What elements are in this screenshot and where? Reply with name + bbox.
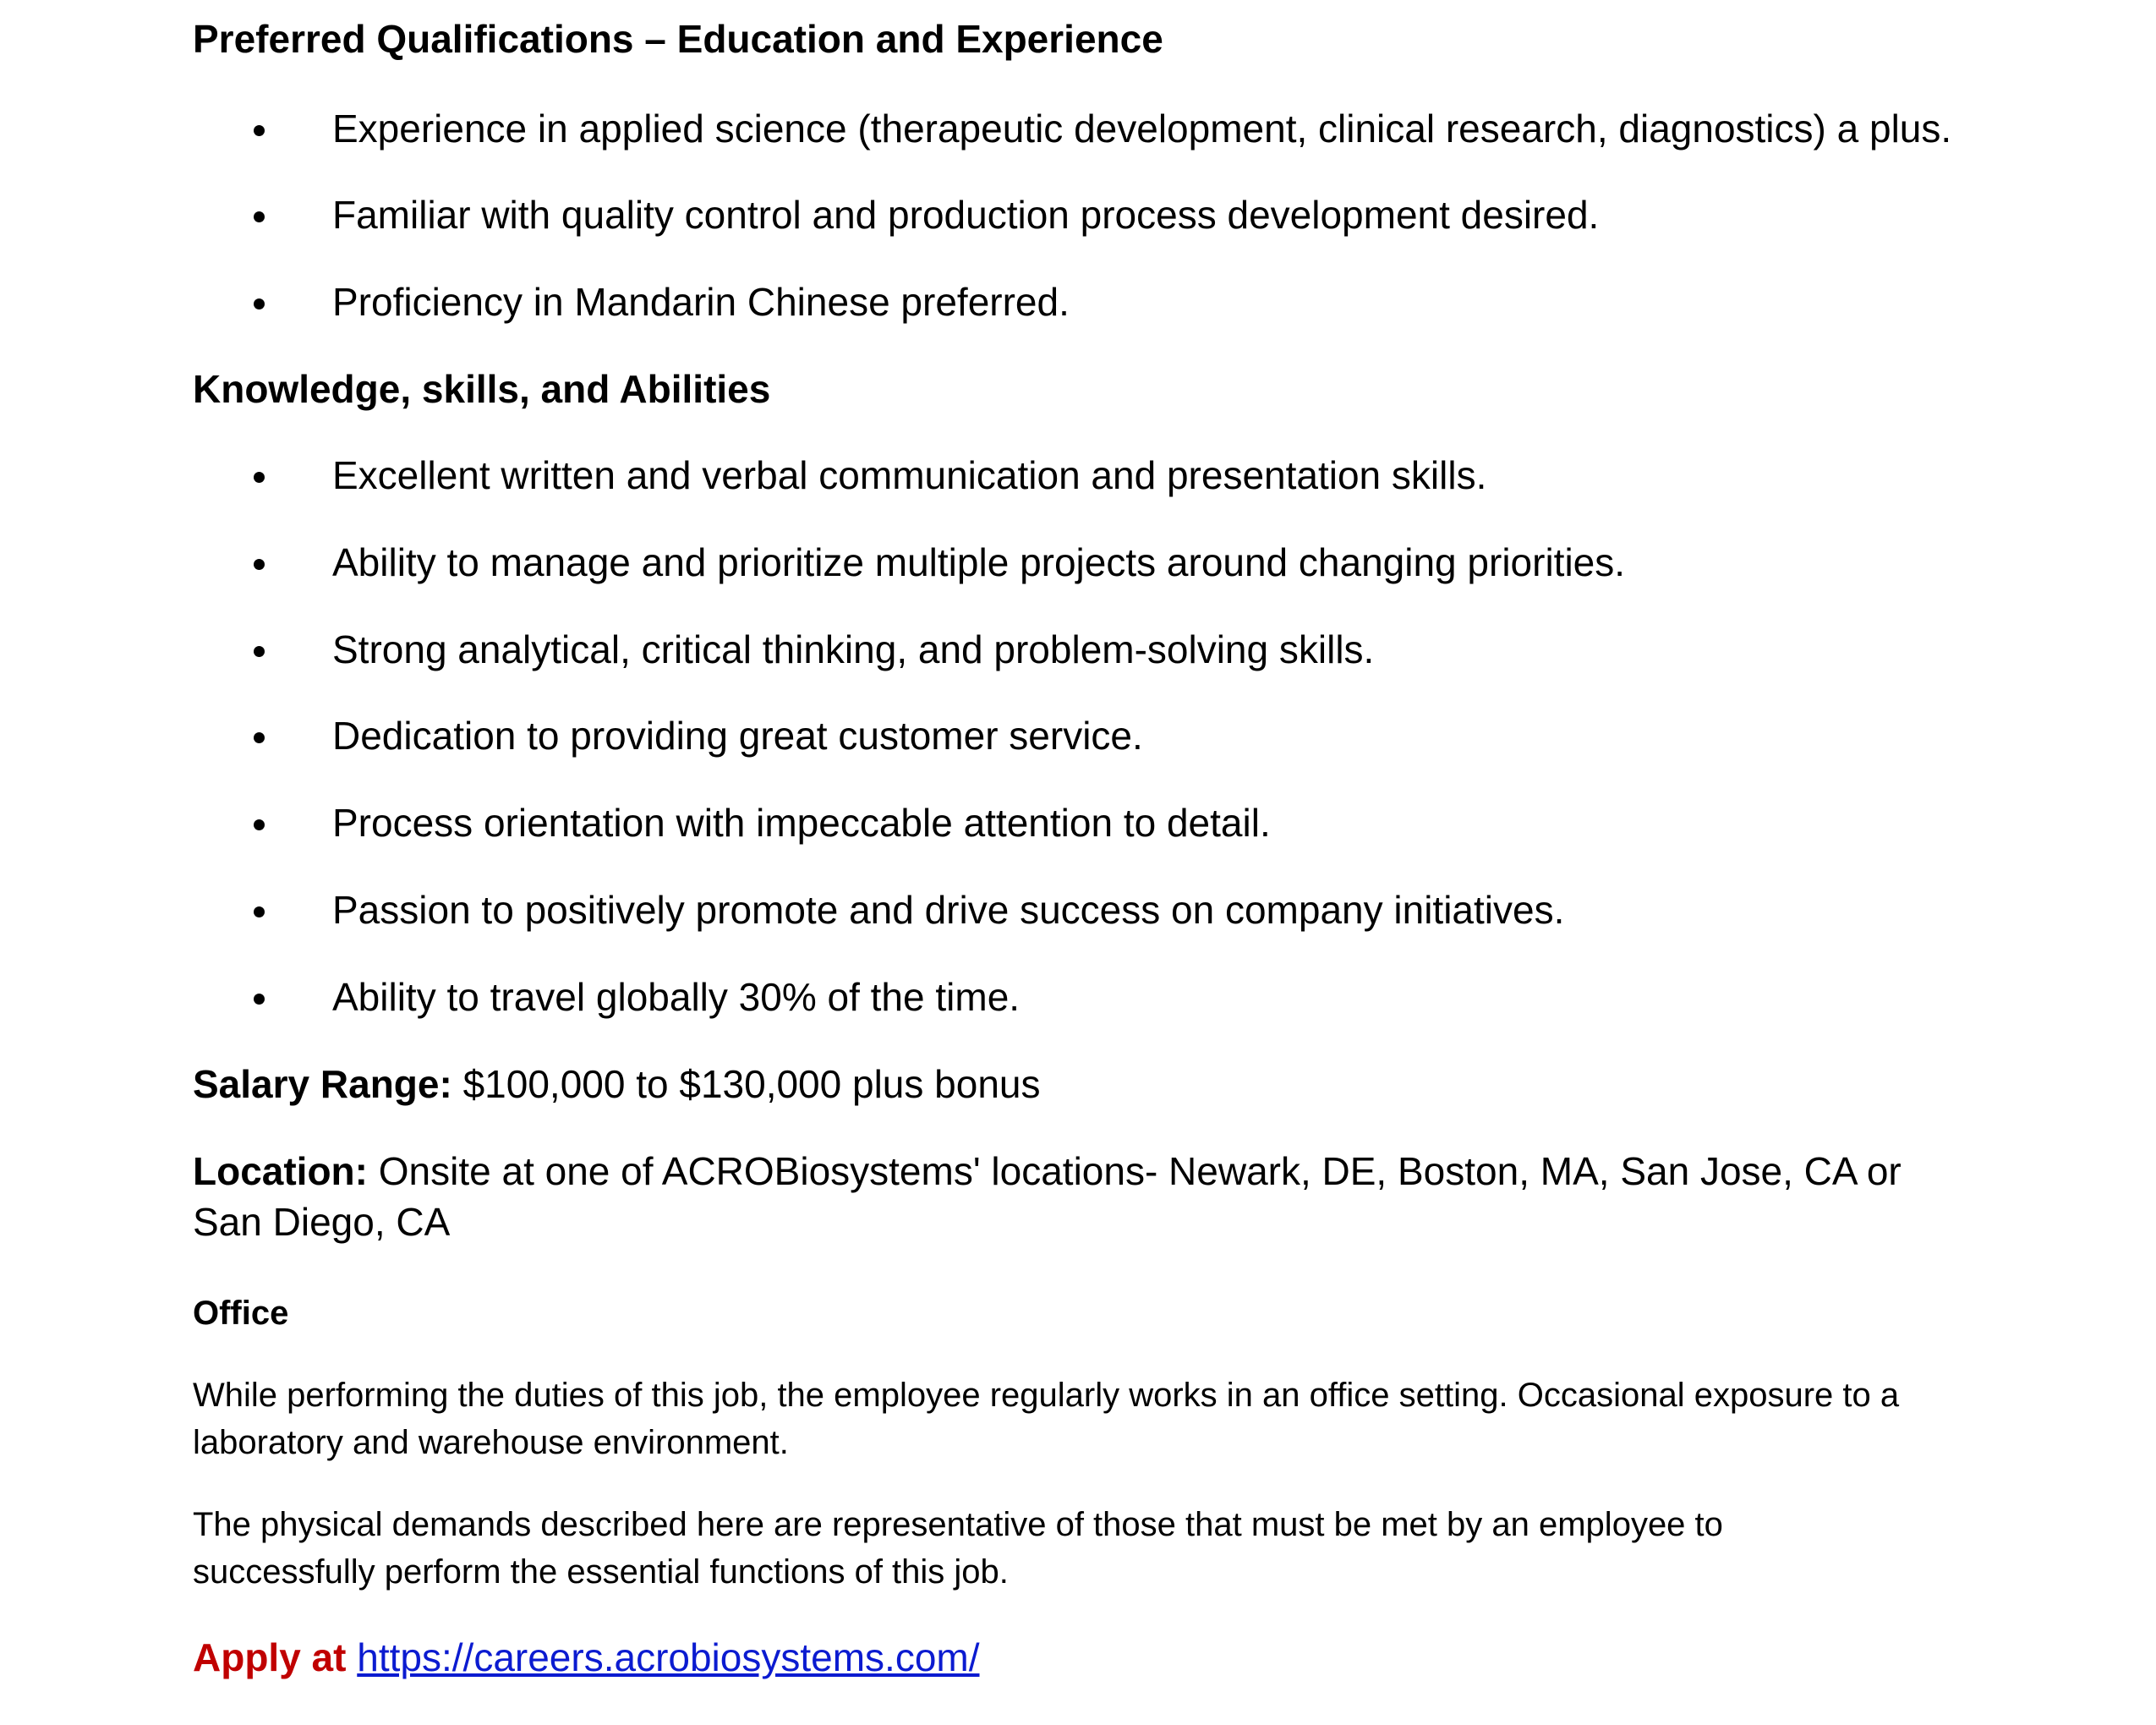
bullet-icon xyxy=(254,125,265,136)
ksa-heading: Knowledge, skills, and Abilities xyxy=(193,367,771,411)
office-heading: Office xyxy=(193,1295,289,1332)
bullet-icon xyxy=(254,298,265,309)
office-paragraph-1: While performing the duties of this job, the employee regularly works in an office setting. Occasional exposure to a laboratory and warehouse environment. xyxy=(193,1377,1900,1461)
bullet-icon xyxy=(254,819,265,830)
location-label: Location: xyxy=(193,1149,368,1193)
office-paragraph-2: The physical demands described here are representative of those that must be met by an employee to successfully perform the essential functions of this job. xyxy=(193,1506,1723,1591)
bullet-icon xyxy=(254,646,265,657)
bullet-icon xyxy=(254,994,265,1005)
bullet-icon xyxy=(254,472,265,483)
salary-range xyxy=(193,1059,1985,1109)
apply-label: Apply at xyxy=(193,1635,347,1679)
salary-value: $100,000 to $130,000 plus bonus xyxy=(451,1062,1041,1106)
bullet-icon xyxy=(254,559,265,570)
location-value: Onsite at one of ACROBiosystems' locations- Newark, DE, Boston, MA, San Jose, CA or San Diego, CA xyxy=(193,1149,1902,1244)
salary-label: Salary Range: xyxy=(193,1062,452,1106)
bullet-icon xyxy=(254,211,265,222)
apply-line xyxy=(193,1634,980,1681)
careers-link[interactable]: https://careers.acrobiosystems.com/ xyxy=(357,1635,980,1679)
bullet-icon xyxy=(254,732,265,743)
bullet-icon xyxy=(254,906,265,917)
preferred-qualifications-heading: Preferred Qualifications – Education and Experience xyxy=(193,17,1163,61)
location xyxy=(193,1146,1951,1247)
